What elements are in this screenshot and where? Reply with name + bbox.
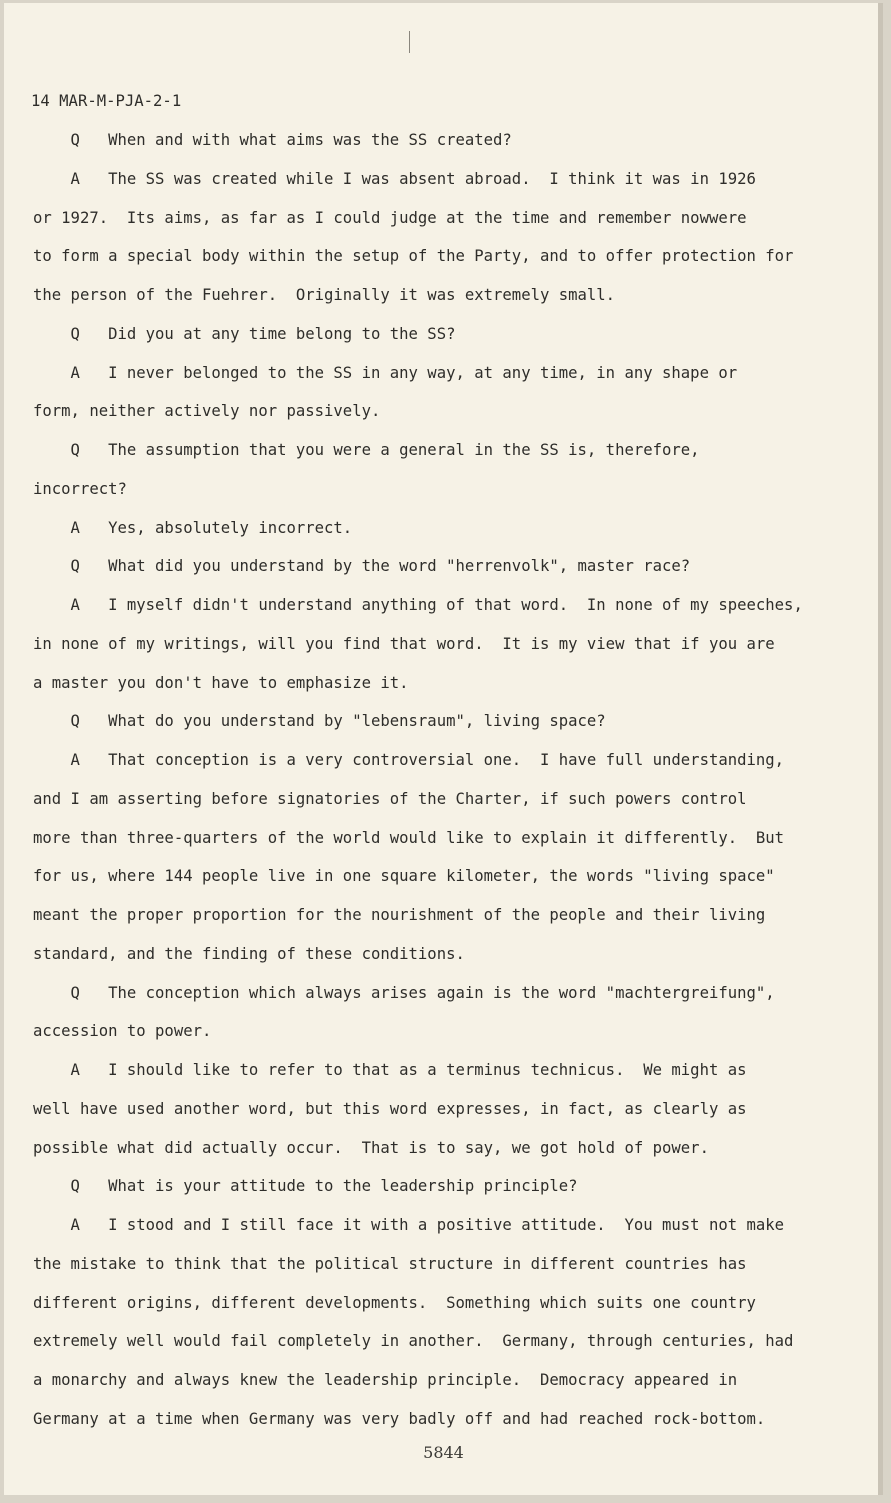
transcript-line: accession to power. <box>33 1022 212 1041</box>
transcript-line: standard, and the finding of these conditions. <box>33 944 465 963</box>
top-margin-mark <box>409 31 410 53</box>
transcript-line: A That conception is a very controversial one. I have full understanding, <box>33 751 785 769</box>
transcript-line: meant the proper proportion for the nourishment of the people and their living <box>33 906 766 924</box>
transcript-line: different origins, different developments. Something which suits one country <box>33 1293 756 1312</box>
transcript-line: A I stood and I still face it with a positive attitude. You must not make <box>33 1216 785 1234</box>
transcript-line: possible what did actually occur. That is to say, we got hold of power. <box>33 1138 709 1157</box>
transcript-line: more than three-quarters of the world would like to explain it differently. But <box>33 828 785 847</box>
transcript-line: in none of my writings, will you find that word. It is my view that if you are <box>33 634 775 653</box>
transcript-line: Q When and with what aims was the SS created? <box>33 131 512 149</box>
transcript-line: A I myself didn't understand anything of that word. In none of my speeches, <box>33 596 803 614</box>
document-header: 14 MAR-M-PJA-2-1 <box>31 92 182 110</box>
transcript-body <box>33 121 843 1439</box>
transcript-line: incorrect? <box>33 479 127 498</box>
transcript-line: or 1927. Its aims, as far as I could judge at the time and remember nowwere <box>33 208 747 227</box>
transcript-line: Q What do you understand by "lebensraum", living space? <box>33 712 606 731</box>
transcript-line: form, neither actively nor passively. <box>33 402 381 421</box>
transcript-line: A I never belonged to the SS in any way, at any time, in any shape or <box>33 363 738 382</box>
transcript-line: A The SS was created while I was absent abroad. I think it was in 1926 <box>33 169 756 188</box>
transcript-line: to form a special body within the setup of the Party, and to offer protection for <box>33 247 794 266</box>
transcript-line: Q What is your attitude to the leadership principle? <box>33 1177 578 1196</box>
transcript-line: Q The assumption that you were a general in the SS is, therefore, <box>33 441 700 459</box>
transcript-line: the person of the Fuehrer. Originally it was extremely small. <box>33 286 616 304</box>
transcript-line: well have used another word, but this word expresses, in fact, as clearly as <box>33 1099 747 1118</box>
transcript-line: Q What did you understand by the word "herrenvolk", master race? <box>33 557 691 576</box>
transcript-line: extremely well would fail completely in another. Germany, through centuries, had <box>33 1332 794 1351</box>
transcript-line: the mistake to think that the political structure in different countries has <box>33 1254 747 1273</box>
transcript-line: Germany at a time when Germany was very badly off and had reached rock-bottom. <box>33 1409 766 1428</box>
transcript-line: A Yes, absolutely incorrect. <box>33 518 353 537</box>
transcript-line: Q The conception which always arises again is the word "machtergreifung", <box>33 983 775 1002</box>
transcript-line: A I should like to refer to that as a terminus technicus. We might as <box>33 1061 747 1079</box>
page-number: 5844 <box>423 1443 464 1462</box>
transcript-line: a master you don't have to emphasize it. <box>33 673 409 692</box>
transcript-line: Q Did you at any time belong to the SS? <box>33 324 456 343</box>
transcript-line: for us, where 144 people live in one square kilometer, the words "living space" <box>33 867 775 886</box>
document-page <box>4 3 883 1495</box>
transcript-line: and I am asserting before signatories of the Charter, if such powers control <box>33 789 747 808</box>
transcript-line: a monarchy and always knew the leadership principle. Democracy appeared in <box>33 1371 738 1389</box>
